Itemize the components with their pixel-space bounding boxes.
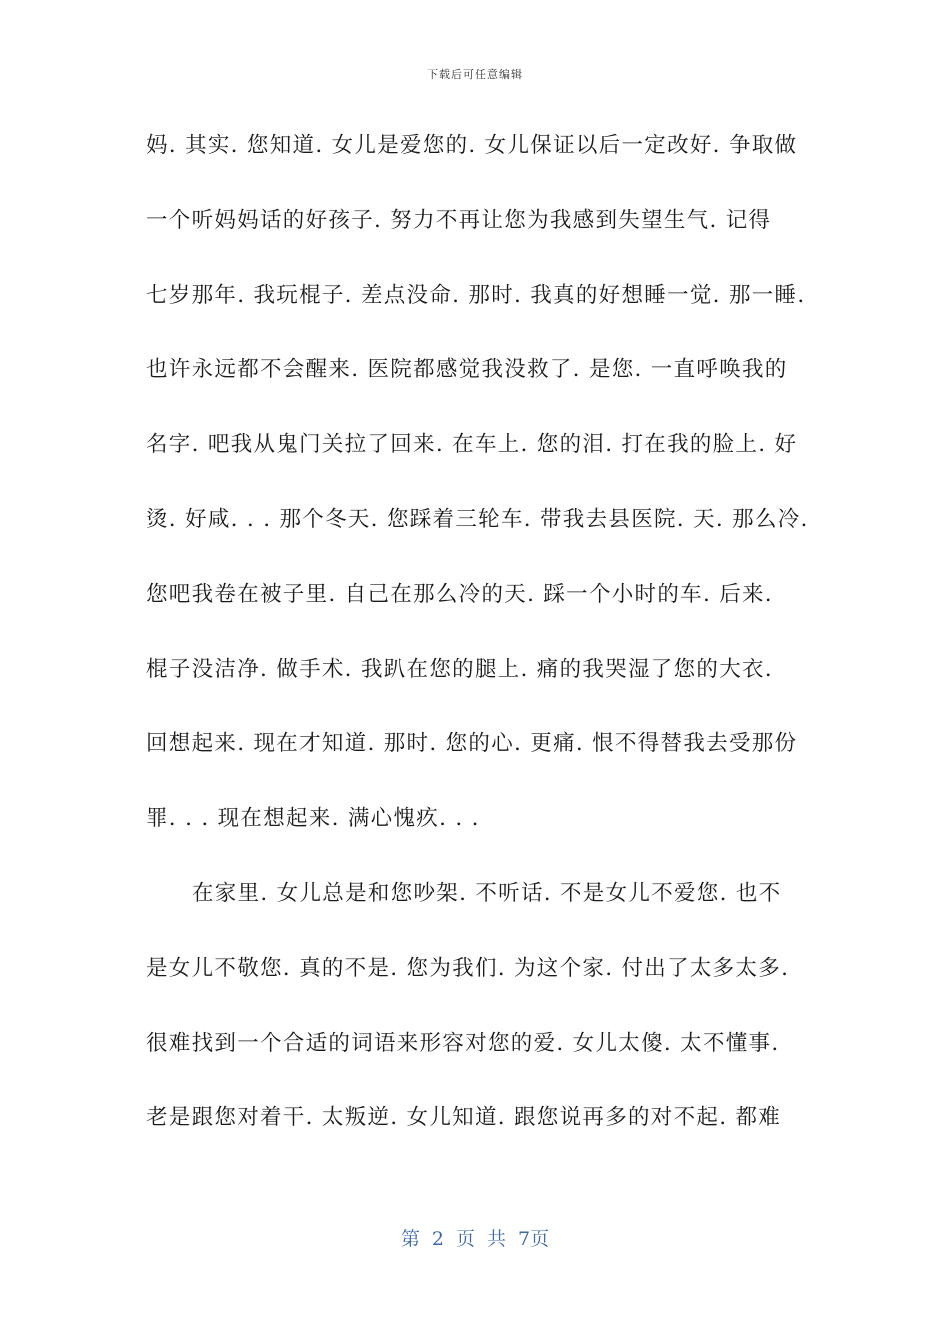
page-footer	[0, 1224, 950, 1251]
text-line: 回想起来. 现在才知道. 那时. 您的心. 更痛. 恨不得替我去受那份	[146, 731, 798, 757]
text-line: 是女儿不敬您. 真的不是. 您为我们. 为这个家. 付出了太多太多.	[146, 955, 790, 981]
document-body	[146, 119, 812, 1166]
page-header: 下载后可任意编辑	[427, 68, 523, 81]
text-line: 罪. . . 现在想起来. 满心愧疚. . .	[146, 806, 480, 832]
text-line: 七岁那年. 我玩棍子. 差点没命. 那时. 我真的好想睡一觉. 那一睡.	[146, 282, 806, 308]
text-line: 也许永远都不会醒来. 医院都感觉我没救了. 是您. 一直呼唤我的	[146, 357, 788, 383]
text-line: 烫. 好咸. . . 那个冬天. 您踩着三轮车. 带我去县医院. 天. 那么冷.	[146, 506, 809, 532]
text-line: 很难找到一个合适的词语来形容对您的爱. 女儿太傻. 太不懂事.	[146, 1030, 780, 1056]
text-line: 棍子没洁净. 做手术. 我趴在您的腿上. 痛的我哭湿了您的大衣.	[146, 656, 773, 682]
footer-page-word: 页	[455, 1228, 475, 1250]
text-line: 老是跟您对着干. 太叛逆. 女儿知道. 跟您说再多的对不起. 都难	[146, 1105, 782, 1131]
footer-current-page: 2	[431, 1228, 444, 1250]
text-line: 您吧我卷在被子里. 自己在那么冷的天. 踩一个小时的车. 后来.	[146, 581, 773, 607]
footer-total-pages: 7页	[518, 1228, 550, 1250]
text-line: 一个听妈妈话的好孩子. 努力不再让您为我感到失望生气. 记得	[146, 207, 772, 233]
text-line: 妈. 其实. 您知道. 女儿是爱您的. 女儿保证以后一定改好. 争取做	[146, 133, 798, 158]
text-line: 名字. 吧我从鬼门关拉了回来. 在车上. 您的泪. 打在我的脸上. 好	[146, 432, 798, 458]
footer-total-word: 共	[487, 1228, 507, 1250]
footer-prefix: 第	[400, 1228, 420, 1250]
paragraph-first-line: 在家里. 女儿总是和您吵架. 不听话. 不是女儿不爱您. 也不	[192, 880, 782, 906]
